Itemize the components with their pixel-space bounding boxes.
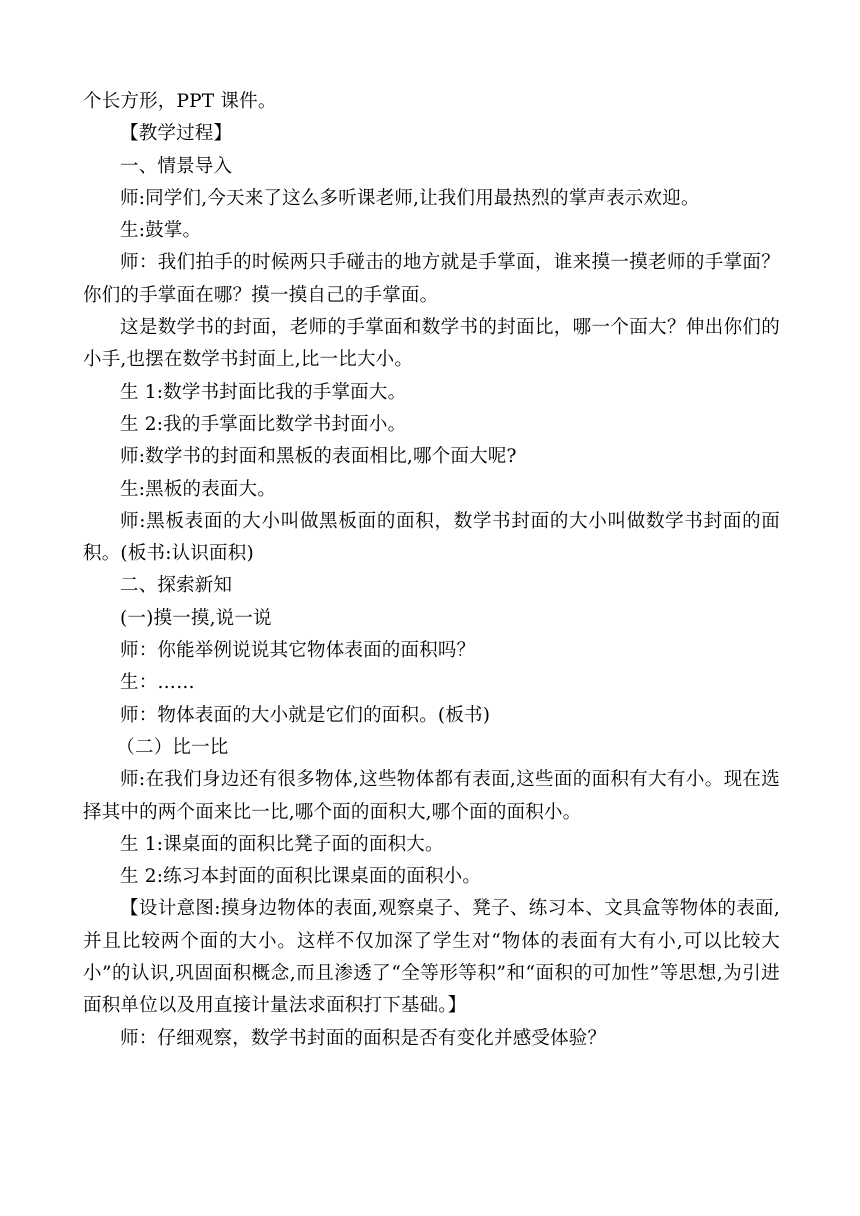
dialogue-line: 生 1:数学书封面比我的手掌面大。 xyxy=(120,381,407,403)
dialogue-line: 师:同学们,今天来了这么多听课老师,让我们用最热烈的掌声表示欢迎。 xyxy=(120,187,700,209)
dialogue-line: 生 1:课桌面的面积比凳子面的面积大。 xyxy=(120,833,444,855)
dialogue-line: 师:黑板表面的大小叫做黑板面的面积，数学书封面的大小叫做数学书封面的面积。(板书:认识面积) xyxy=(83,510,780,565)
dialogue-line: 生:黑板的表面大。 xyxy=(120,478,277,500)
paragraph-materials-end: 个长方形，PPT 课件。 xyxy=(83,91,277,112)
dialogue-line: 师:数学书的封面和黑板的表面相比,哪个面大呢? xyxy=(120,446,517,468)
section-heading-teaching-process: 【教学过程】 xyxy=(120,123,233,145)
subsection-heading-compare: （二）比一比 xyxy=(116,736,229,758)
dialogue-line: 师：物体表面的大小就是它们的面积。(板书) xyxy=(120,704,491,726)
dialogue-line: 生：…… xyxy=(120,672,195,694)
dialogue-line: 生:鼓掌。 xyxy=(120,220,202,242)
dialogue-line: 这是数学书的封面，老师的手掌面和数学书的封面比，哪一个面大？伸出你们的小手,也摆在数学书封面上,比一比大小。 xyxy=(83,317,780,371)
design-intent-note: 【设计意图:摸身边物体的表面,观察桌子、凳子、练习本、文具盒等物体的表面,并且比较两个面的大小。这样不仅加深了学生对“物体的表面有大有小,可以比较大小”的认识,巩固面积概念,而且渗透了“全等形等积”和“面积的可加性”等思想,为引进面积单位以及用直接计量法求面积打下基础。】 xyxy=(83,898,780,1017)
dialogue-line: 师：我们拍手的时候两只手碰击的地方就是手掌面，谁来摸一摸老师的手掌面？ 你们的手掌面在哪？摸一摸自己的手掌面。 xyxy=(83,252,780,306)
dialogue-line: 师：你能举例说说其它物体表面的面积吗？ xyxy=(120,640,476,662)
subsection-heading-touch: (一)摸一摸,说一说 xyxy=(120,607,272,629)
dialogue-line: 生 2:练习本封面的面积比课桌面的面积小。 xyxy=(120,866,482,888)
section-heading-intro: 一、情景导入 xyxy=(120,155,233,177)
dialogue-line: 师:在我们身边还有很多物体,这些物体都有表面,这些面的面积有大有小。现在选择其中的两个面来比一比,哪个面的面积大,哪个面的面积小。 xyxy=(83,769,780,823)
dialogue-line: 生 2:我的手掌面比数学书封面小。 xyxy=(120,413,407,435)
dialogue-line: 师：仔细观察，数学书封面的面积是否有变化并感受体验？ xyxy=(120,1027,607,1049)
section-heading-explore: 二、探索新知 xyxy=(120,575,233,597)
